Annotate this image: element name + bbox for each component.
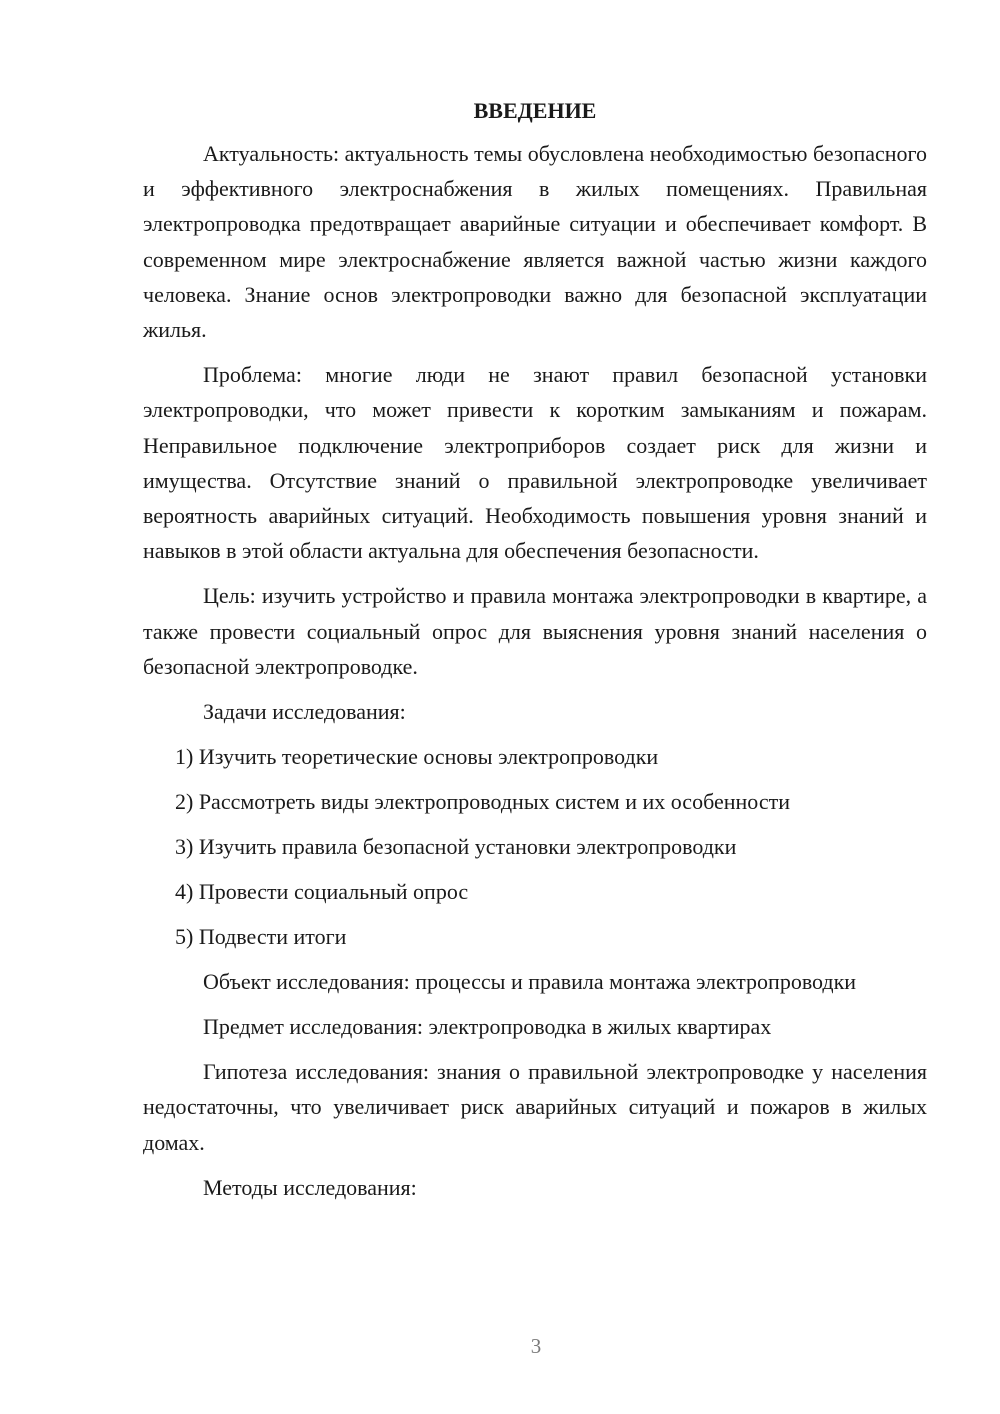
list-item: 5) Подвести итоги [175, 924, 347, 950]
hypothesis-paragraph: Гипотеза исследования: знания о правильной электропроводке у населения недостаточны, что увеличивает риск аварийных ситуаций и пожаров в жилых домах. [143, 1059, 927, 1155]
page-number: 3 [530, 1334, 542, 1358]
page-title: ВВЕДЕНИЕ [473, 98, 597, 123]
list-item: 1) Изучить теоретические основы электропроводки [175, 744, 659, 770]
list-item: 3) Изучить правила безопасной установки электропроводки [175, 834, 737, 860]
tasks-title: Задачи исследования: [203, 699, 406, 725]
object-paragraph: Объект исследования: процессы и правила монтажа электропроводки [203, 969, 857, 995]
methods-title: Методы исследования: [203, 1174, 417, 1200]
subject-paragraph: Предмет исследования: электропроводка в жилых квартирах [203, 1014, 772, 1040]
tasks-list [143, 739, 927, 964]
relevance-paragraph: Актуальность: актуальность темы обусловлена необходимостью безопасного и эффективного электроснабжения в жилых помещениях. Правильная электропроводка предотвращает аварийные ситуации и обеспечивает комфорт. В современном мире электроснабжение является важной частью жизни каждого человека. Знание основ электропроводки важно для безопасной эксплуатации жилья. [143, 141, 927, 343]
list-item: 2) Рассмотреть виды электропроводных систем и их особенности [175, 789, 790, 815]
goal-paragraph: Цель: изучить устройство и правила монтажа электропроводки в квартире, а также провести социальный опрос для выяснения уровня знаний населения о безопасной электропроводке. [143, 583, 927, 679]
problem-paragraph: Проблема: многие люди не знают правил безопасной установки электропроводки, что может привести к коротким замыканиям и пожарам. Неправильное подключение электроприборов создает риск для жизни и имущества. Отсутствие знаний о правильной электропроводке увеличивает вероятность аварийных ситуаций. Необходимость повышения уровня знаний и навыков в этой области актуальна для обеспечения безопасности. [143, 362, 927, 564]
list-item: 4) Провести социальный опрос [175, 879, 469, 905]
page-content [143, 96, 927, 1215]
